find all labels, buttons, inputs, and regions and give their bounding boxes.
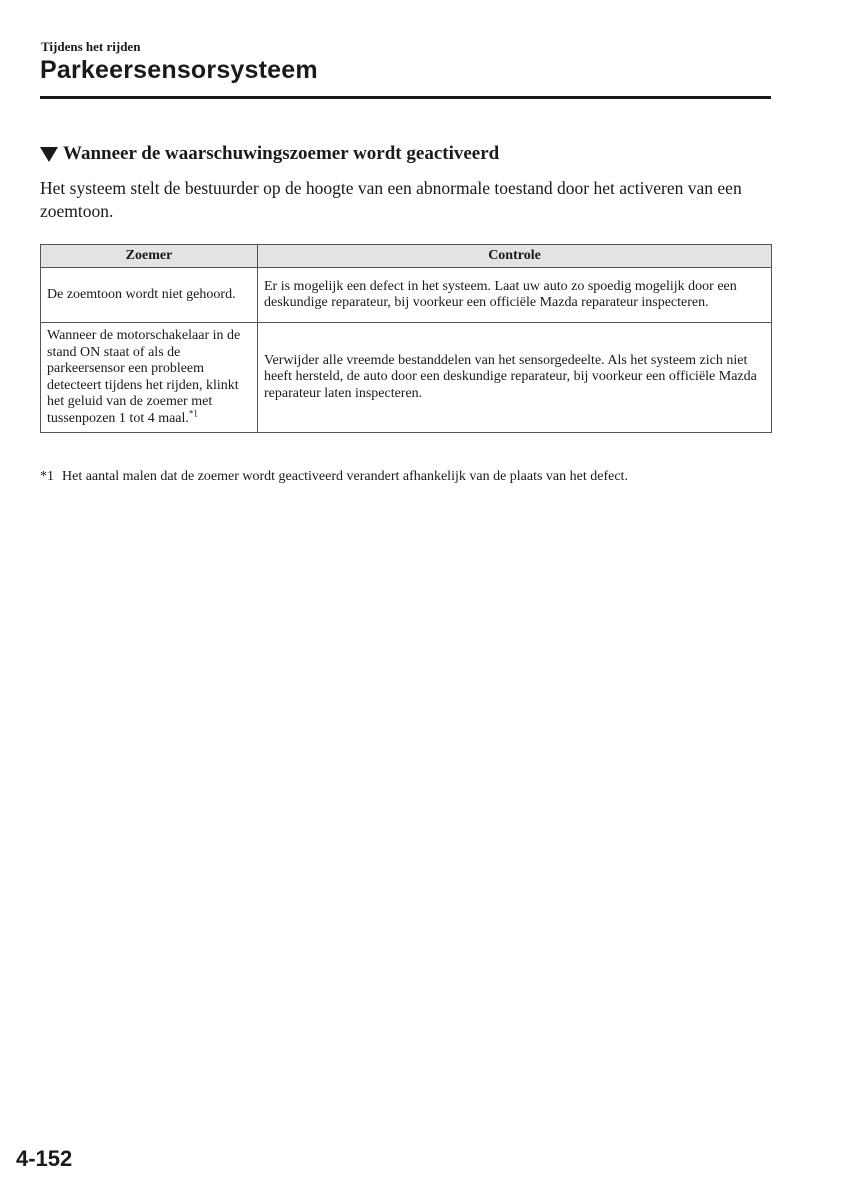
subheading [40, 143, 499, 165]
footnote-mark: *1 [40, 469, 54, 484]
table-row [41, 323, 772, 433]
title-rule [40, 96, 771, 99]
column-header-zoemer: Zoemer [41, 245, 258, 268]
table-header-row [41, 245, 772, 268]
page-number: 4-152 [16, 1146, 73, 1171]
footnote-ref: *1 [188, 407, 198, 418]
footnote [40, 469, 628, 485]
cell-controle: Er is mogelijk een defect in het systeem. Laat uw auto zo spoedig mogelijk door een deskundige reparateur, bij voorkeur een officiële Mazda reparateur inspecteren. [258, 268, 772, 323]
table-row [41, 268, 772, 323]
cell-controle: Verwijder alle vreemde bestanddelen van het sensorgedeelte. Als het systeem zich niet heeft hersteld, de auto door een deskundige reparateur, bij voorkeur een officiële Mazda reparateur laten inspecteren. [258, 323, 772, 433]
cell-zoemer-text: Wanneer de motorschakelaar in de stand ON staat of als de parkeersensor een probleem detecteert tijdens het rijden, klinkt het geluid van de zoemer met tussenpozen 1 tot 4 maal. [47, 328, 241, 426]
column-header-controle: Controle [258, 245, 772, 268]
footnote-text: Het aantal malen dat de zoemer wordt geactiveerd verandert afhankelijk van de plaats van het defect. [62, 469, 628, 484]
buzzer-table [40, 244, 772, 433]
triangle-down-icon [40, 147, 58, 162]
section-label: Tijdens het rijden [41, 39, 141, 54]
cell-zoemer: De zoemtoon wordt niet gehoord. [41, 268, 258, 323]
subheading-text: Wanneer de waarschuwingszoemer wordt geactiveerd [63, 143, 500, 164]
page-title: Parkeersensorsysteem [40, 56, 318, 84]
cell-zoemer [41, 323, 258, 433]
intro-paragraph: Het systeem stelt de bestuurder op de hoogte van een abnormale toestand door het activeren van een zoemtoon. [40, 178, 742, 221]
